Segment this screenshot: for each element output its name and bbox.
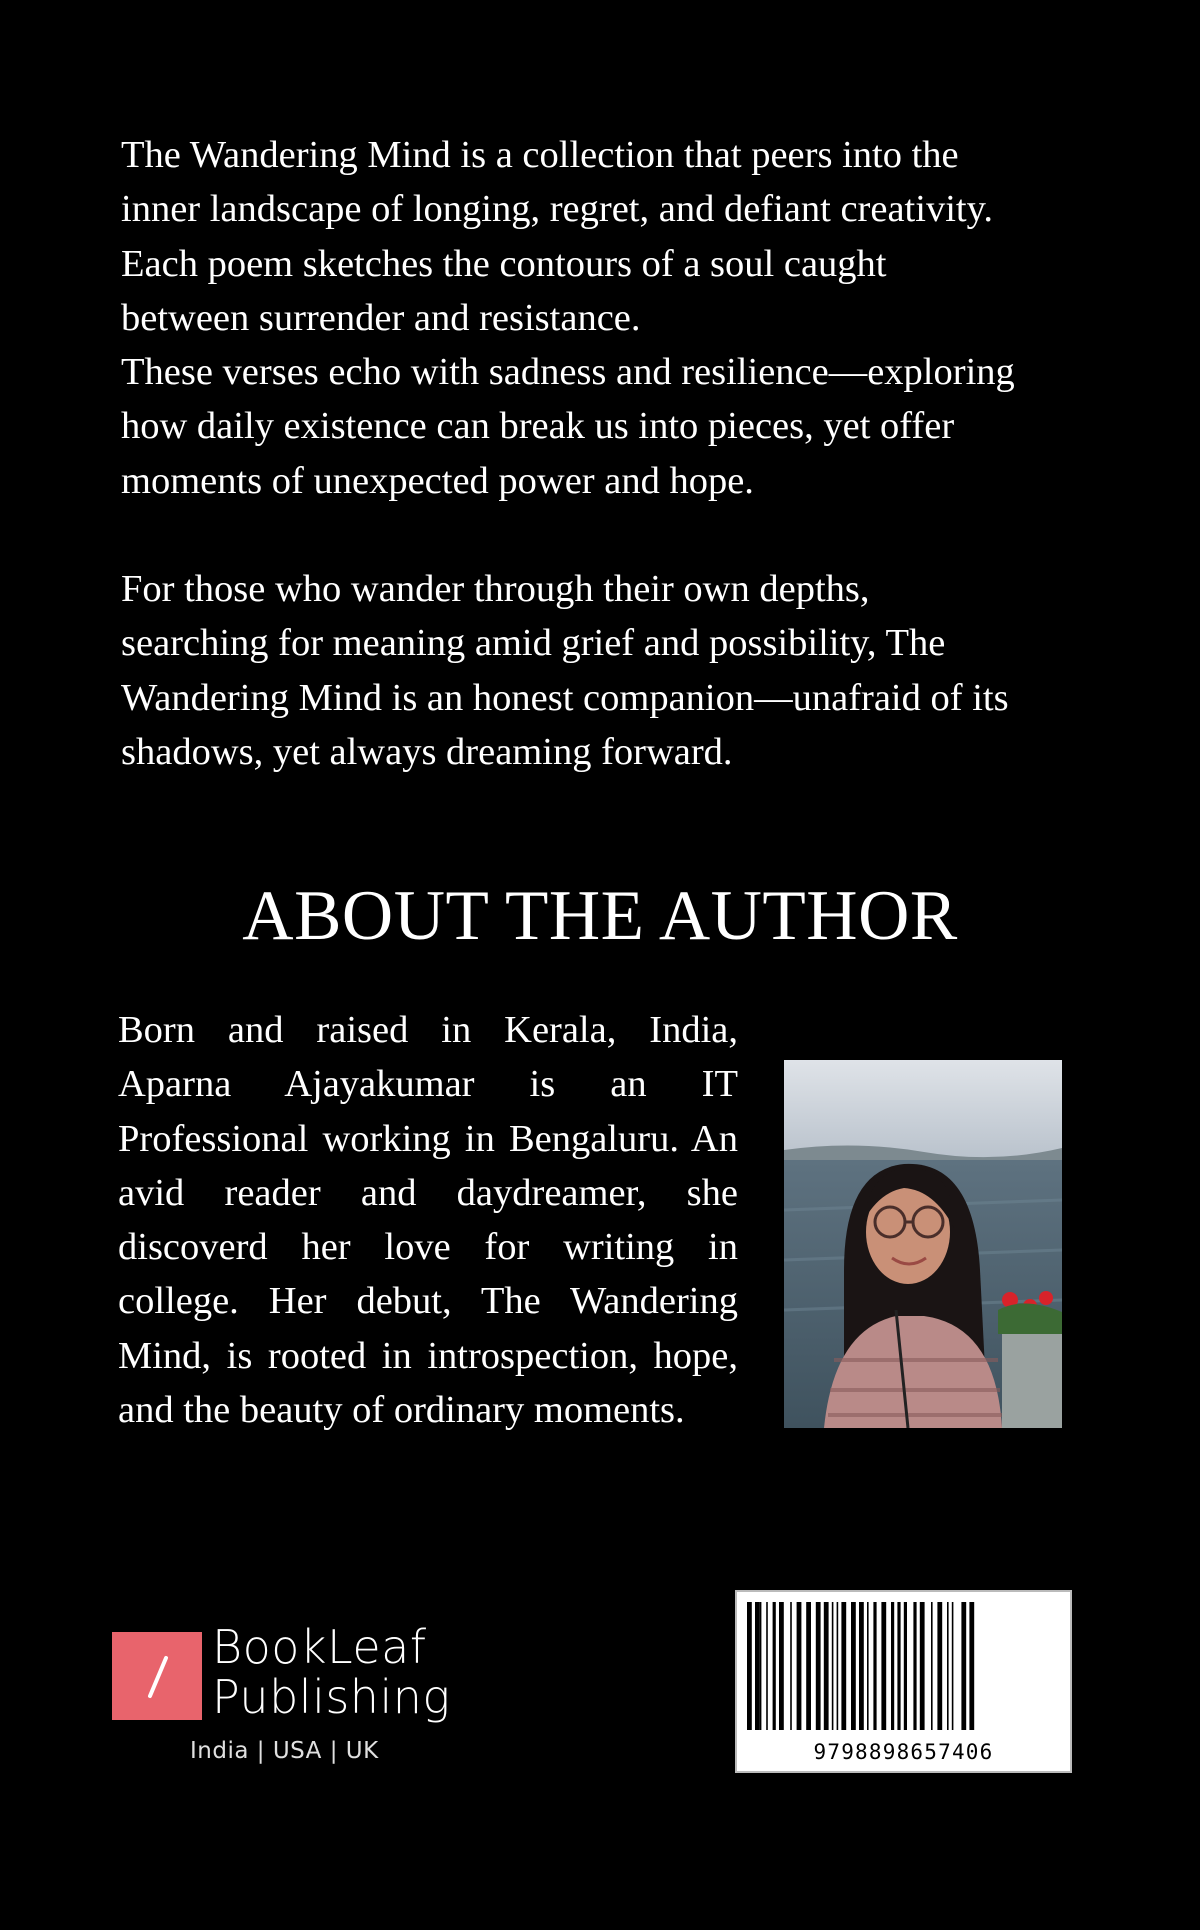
blurb-paragraph-2 — [121, 562, 1101, 779]
barcode-bar — [873, 1602, 876, 1730]
publisher-name — [212, 1622, 451, 1722]
barcode-bar — [747, 1602, 752, 1730]
barcode-bar — [832, 1602, 834, 1730]
barcode-bar — [952, 1602, 954, 1730]
author-photo — [784, 1060, 1062, 1428]
barcode-bar — [841, 1602, 846, 1730]
barcode-bar — [897, 1602, 900, 1730]
blurb-line: how daily existence can break us into pieces, yet offer — [121, 405, 955, 448]
slash-icon — [112, 1632, 202, 1720]
blurb-line: The Wandering Mind is a collection that peers into the — [121, 134, 959, 176]
barcode-bar — [931, 1602, 933, 1730]
barcode-bar — [904, 1602, 907, 1730]
publisher-name-line-2: Publishing — [212, 1670, 451, 1724]
blurb-line: searching for meaning amid grief and possibility, The — [121, 622, 946, 665]
blurb-line: Each poem sketches the contours of a soul caught — [121, 242, 887, 285]
barcode-bar — [851, 1602, 856, 1730]
blurb-line: inner landscape of longing, regret, and defiant creativity. — [121, 188, 993, 231]
about-author-heading: ABOUT THE AUTHOR — [242, 877, 958, 955]
barcode-bar — [816, 1602, 821, 1730]
barcode-bar — [913, 1602, 916, 1730]
barcode-bar — [824, 1602, 829, 1730]
barcode-bar — [859, 1602, 864, 1730]
barcode-bar — [837, 1602, 839, 1730]
blurb-line: These verses echo with sadness and resilience—exploring — [121, 351, 1015, 394]
barcode-bar — [920, 1602, 925, 1730]
publisher-logo — [112, 1622, 472, 1782]
barcode-bar — [806, 1602, 811, 1730]
barcode-bar — [891, 1602, 894, 1730]
barcode-bar — [937, 1602, 942, 1730]
blurb-line: Wandering Mind is an honest companion—unafraid of its — [121, 676, 1009, 719]
barcode-bar — [773, 1602, 776, 1730]
blurb-line: between surrender and resistance. — [121, 296, 641, 339]
barcode-bar — [797, 1602, 802, 1730]
blurb-line: shadows, yet always dreaming forward. — [121, 730, 733, 773]
barcode-bar — [947, 1602, 949, 1730]
author-bio: Born and raised in Kerala, India, Aparna Ajayakumar is an IT Professional working in Bengaluru. An avid reader and daydreamer, she discoverd her love for writing in college. Her debut, The Wandering Mind, is rooted in introspection, hope, and the beauty of ordinary moments. — [118, 1009, 738, 1432]
barcode-bar — [790, 1602, 792, 1730]
blurb-line: moments of unexpected power and hope. — [121, 459, 754, 502]
barcode-bar — [961, 1602, 966, 1730]
barcode-bar — [881, 1602, 886, 1730]
barcode-bars — [737, 1592, 1070, 1737]
isbn-barcode — [735, 1590, 1072, 1773]
barcode-bar — [969, 1602, 974, 1730]
barcode-bar — [867, 1602, 869, 1730]
back-cover-blurb — [121, 128, 1101, 779]
logo-mark — [112, 1632, 202, 1720]
blurb-paragraph-1 — [121, 128, 1101, 508]
publisher-name-line-1: BookLeaf — [212, 1620, 427, 1674]
barcode-bar — [779, 1602, 784, 1730]
isbn-number: 9798898657406 — [813, 1740, 994, 1764]
barcode-bar — [766, 1602, 768, 1730]
blurb-line: For those who wander through their own depths, — [121, 568, 870, 611]
barcode-bar — [755, 1602, 760, 1730]
publisher-regions: India | USA | UK — [190, 1738, 379, 1764]
barcode-bar — [760, 1602, 762, 1730]
